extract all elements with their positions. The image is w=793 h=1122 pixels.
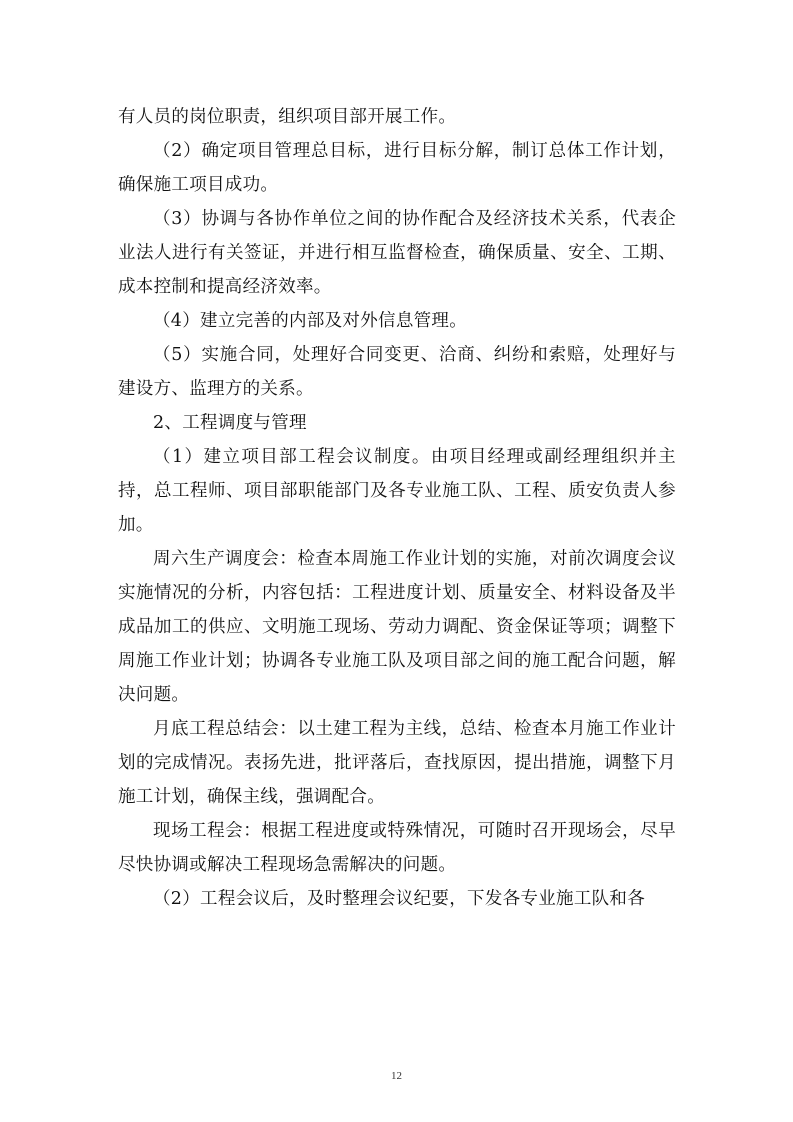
paragraph-site-meeting: 现场工程会：根据工程进度或特殊情况，可随时召开现场会，尽早尽快协调或解决工程现场急需解决的问题。 <box>118 821 676 875</box>
paragraph-saturday-meeting: 周六生产调度会：检查本周施工作业计划的实施，对前次调度会议实施情况的分析，内容包括：工程进度计划、质量安全、材料设备及半成品加工的供应、文明施工现场、劳动力调配、资金保证等项；调整下周施工作业计划；协调各专业施工队及项目部之间的施工配合问题，解决问题。 <box>118 549 676 705</box>
paragraph-continued-duties: 有人员的岗位职责，组织项目部开展工作。 <box>118 107 457 127</box>
paragraph-item-1-meeting-system: （1）建立项目部工程会议制度。由项目经理或副经理组织并主持，总工程师、项目部职能部门及各专业施工队、工程、质安负责人参加。 <box>118 447 676 535</box>
paragraph-month-end-meeting: 月底工程总结会：以土建工程为主线，总结、检查本月施工作业计划的完成情况。表扬先进，批评落后，查找原因，提出措施，调整下月施工计划，确保主线，强调配合。 <box>118 719 676 807</box>
page-number: 12 <box>391 1070 402 1082</box>
paragraph-item-5-contracts: （5）实施合同，处理好合同变更、洽商、纠纷和索赔，处理好与建设方、监理方的关系。 <box>118 345 676 399</box>
section-heading-scheduling: 2、工程调度与管理 <box>153 413 307 433</box>
document-body <box>118 100 676 916</box>
paragraph-item-2-goals: （2）确定项目管理总目标，进行目标分解，制订总体工作计划，确保施工项目成功。 <box>118 141 676 195</box>
paragraph-item-4-info-management: （4）建立完善的内部及对外信息管理。 <box>153 311 468 331</box>
paragraph-item-3-coordination: （3）协调与各协作单位之间的协作配合及经济技术关系，代表企业法人进行有关签证，并进行相互监督检查，确保质量、安全、工期、成本控制和提高经济效率。 <box>118 209 676 297</box>
paragraph-item-2-minutes: （2）工程会议后，及时整理会议纪要，下发各专业施工队和各 <box>153 889 646 909</box>
